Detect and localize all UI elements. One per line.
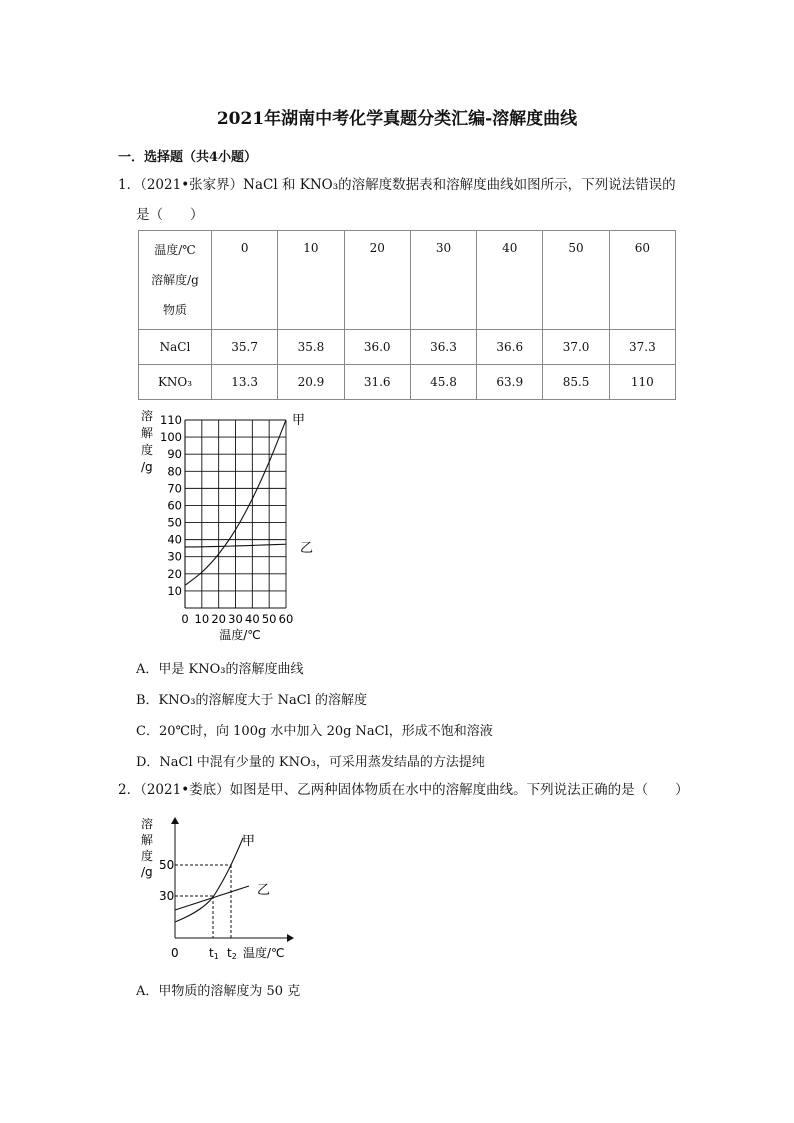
q1-option-c[interactable]: C．20℃时，向 100g 水中加入 20g NaCl，形成不饱和溶液 — [136, 724, 493, 739]
solubility-chart-1 — [135, 405, 325, 645]
series-line-jia — [175, 838, 243, 922]
value-cell: 36.3 — [410, 330, 476, 365]
page-title: 2021年湖南中考化学真题分类汇编-溶解度曲线 — [216, 109, 578, 129]
value-cell: 63.9 — [477, 365, 543, 400]
series-label-jia: 甲 — [292, 413, 306, 428]
x-axis-label: 温度/℃ — [219, 628, 261, 642]
value-cell: 13.3 — [212, 365, 278, 400]
question-1-line2: 是（ ） — [136, 207, 204, 223]
series-line-yi — [175, 886, 249, 910]
y-axis-label: 溶解度/g — [141, 409, 154, 474]
section-heading: 一．选择题（共4小题） — [118, 150, 258, 165]
temp-cell: 60 — [609, 231, 675, 330]
x-tick-label: 0 — [181, 612, 189, 626]
question-1-stem: （2021•张家界）NaCl 和 KNO₃的溶解度数据表和溶解度曲线如图所示，下列说法错误的 — [140, 177, 676, 193]
y-axis-label-char: 溶 — [141, 817, 154, 831]
question-2-stem: （2021•娄底）如图是甲、乙两种固体物质在水中的溶解度曲线。下列说法正确的是（ ） — [140, 782, 689, 798]
y-tick-30: 30 — [159, 889, 175, 903]
y-tick-label: 60 — [167, 498, 182, 513]
y-tick-label: 30 — [167, 549, 182, 564]
series-label-jia: 甲 — [242, 834, 256, 849]
value-cell: 37.3 — [609, 330, 675, 365]
y-axis-ticks — [160, 413, 182, 598]
temp-cell: 40 — [477, 231, 543, 330]
y-axis-label-char: /g — [141, 865, 153, 879]
solubility-table — [138, 230, 676, 400]
y-tick-label: 20 — [167, 566, 182, 581]
x-axis-ticks — [181, 612, 293, 626]
table-header-cell — [139, 231, 212, 330]
value-cell: 45.8 — [410, 365, 476, 400]
q1-option-b[interactable]: B．KNO₃的溶解度大于 NaCl 的溶解度 — [136, 693, 368, 708]
y-tick-label: 110 — [160, 413, 182, 427]
y-tick-label: 50 — [167, 515, 182, 530]
y-tick-label: 70 — [167, 481, 182, 496]
t1-label: t1 — [209, 946, 219, 961]
y-tick-label: 40 — [167, 532, 182, 547]
origin-label: 0 — [171, 946, 179, 960]
t2-label: t2 — [227, 946, 237, 961]
x-tick-label: 10 — [194, 612, 210, 626]
value-cell: 37.0 — [543, 330, 609, 365]
temp-cell: 0 — [212, 231, 278, 330]
y-tick-label: 80 — [167, 464, 182, 479]
y-tick-label: 100 — [160, 430, 182, 445]
question-2-number: 2． — [118, 782, 141, 798]
x-tick-label: 50 — [261, 612, 277, 626]
q1-option-a[interactable]: A．甲是 KNO₃的溶解度曲线 — [136, 662, 304, 677]
chart-grid — [185, 420, 286, 608]
series-label-yi: 乙 — [300, 541, 314, 556]
y-axis-label-char: 度 — [141, 849, 154, 863]
value-cell: 36.0 — [344, 330, 410, 365]
y-tick-50: 50 — [159, 858, 175, 872]
series-label-yi: 乙 — [257, 883, 271, 898]
table-row — [139, 330, 676, 365]
value-cell: 36.6 — [477, 330, 543, 365]
q1-option-d[interactable]: D．NaCl 中混有少量的 KNO₃，可采用蒸发结晶的方法提纯 — [136, 755, 485, 770]
value-cell: 35.8 — [278, 330, 344, 365]
substance-name: KNO₃ — [139, 365, 212, 400]
solubility-chart-2 — [135, 812, 305, 967]
question-1-number: 1． — [118, 177, 141, 193]
temp-cell: 50 — [543, 231, 609, 330]
q2-option-a[interactable]: A．甲物质的溶解度为 50 克 — [136, 984, 301, 999]
y-tick-label: 10 — [167, 583, 182, 598]
table-header-solubility: 溶解度/g — [151, 273, 199, 287]
question-2-line1 — [118, 780, 689, 800]
x-tick-label: 30 — [228, 612, 243, 626]
x-tick-label: 60 — [278, 612, 294, 626]
x-tick-label: 20 — [211, 612, 226, 626]
x-tick-label: 40 — [245, 612, 260, 626]
value-cell: 35.7 — [212, 330, 278, 365]
table-header-temp: 温度/℃ — [154, 243, 196, 257]
table-header-substance: 物质 — [162, 303, 187, 317]
temp-cell: 20 — [344, 231, 410, 330]
value-cell: 20.9 — [278, 365, 344, 400]
value-cell: 85.5 — [543, 365, 609, 400]
table-row — [139, 365, 676, 400]
x-axis-label: 温度/℃ — [243, 946, 285, 960]
temp-cell: 10 — [278, 231, 344, 330]
temp-cell: 30 — [410, 231, 476, 330]
substance-name: NaCl — [139, 330, 212, 365]
y-axis-label-char: 解 — [141, 833, 154, 847]
question-1-line1 — [118, 175, 676, 195]
y-tick-label: 90 — [167, 447, 182, 462]
value-cell: 110 — [609, 365, 675, 400]
value-cell: 31.6 — [344, 365, 410, 400]
